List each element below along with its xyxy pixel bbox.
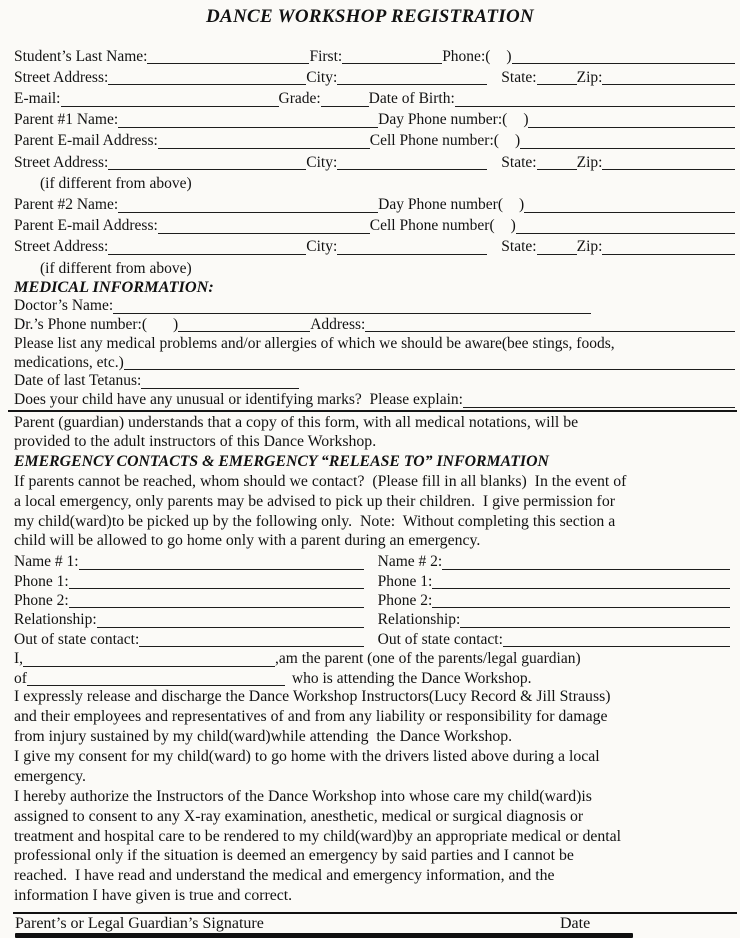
label-student-city: City: bbox=[306, 68, 338, 86]
label-parent2-city: City: bbox=[306, 238, 338, 256]
label-student-state: State: bbox=[501, 68, 537, 86]
contact2-name-cell bbox=[364, 549, 735, 570]
label-contact1-phone1: Phone 1: bbox=[14, 572, 69, 590]
label-contact2-relationship: Relationship: bbox=[377, 611, 461, 629]
label-contact2-phone1: Phone 1: bbox=[377, 572, 433, 590]
blank-contact2-out-of-state bbox=[503, 644, 730, 647]
row-parent2-address bbox=[0, 235, 740, 256]
label-student-dob: Date of Birth: bbox=[368, 90, 455, 108]
blank-contact1-phone2 bbox=[69, 605, 364, 608]
row-student-email bbox=[0, 86, 740, 107]
label-parent2-day-phone: Day Phone number( bbox=[378, 196, 504, 213]
blank-declaration-parent-name bbox=[23, 664, 275, 667]
row-allergies-2 bbox=[0, 352, 740, 371]
contact1-phone1-cell bbox=[14, 574, 364, 591]
label-declaration-of: of bbox=[14, 669, 27, 687]
blank-parent2-email bbox=[158, 231, 370, 234]
contact2-phone2-cell bbox=[364, 588, 735, 609]
label-parent2-zip: Zip: bbox=[576, 238, 603, 256]
blank-parent2-day-phone bbox=[524, 210, 735, 213]
contact1-relationship-cell bbox=[14, 612, 364, 629]
blank-doctor-name bbox=[113, 311, 591, 314]
blank-parent1-day-phone bbox=[528, 125, 735, 128]
label-contact2-phone2: Phone 2: bbox=[377, 591, 433, 609]
row-parent1-address bbox=[0, 150, 740, 171]
blank-parent2-street bbox=[108, 252, 306, 255]
blank-allergies bbox=[124, 367, 735, 370]
close-paren: ) bbox=[510, 217, 516, 235]
blank-student-city bbox=[337, 82, 487, 85]
label-student-street: Street Address: bbox=[14, 68, 109, 86]
row-contact-names bbox=[0, 551, 740, 570]
row-identifying-marks bbox=[0, 390, 740, 409]
label-parent1-zip: Zip: bbox=[576, 153, 603, 171]
label-parent1-city: City: bbox=[306, 153, 338, 171]
contact2-relationship-cell bbox=[364, 608, 735, 629]
notice-line-1: Parent (guardian) understands that a copy of this form, with all medical notations, will be bbox=[14, 413, 579, 431]
close-paren: ) bbox=[506, 47, 512, 65]
blank-parent1-email bbox=[158, 146, 370, 149]
row-allergies-1 bbox=[0, 333, 740, 352]
blank-tetanus bbox=[141, 386, 299, 389]
row-parent2-email bbox=[0, 214, 740, 235]
close-paren: ) bbox=[173, 315, 179, 333]
blank-parent1-city bbox=[337, 167, 487, 170]
label-contact2-out-of-state: Out of state contact: bbox=[377, 630, 503, 648]
medical-heading-row bbox=[0, 277, 740, 296]
emergency-heading: EMERGENCY CONTACTS & EMERGENCY “RELEASE TO” INFORMATION bbox=[14, 453, 549, 471]
blank-contact1-out-of-state bbox=[139, 644, 363, 647]
label-student-first: First: bbox=[309, 47, 343, 65]
row-doctor-phone bbox=[0, 315, 740, 334]
label-parent1-state: State: bbox=[501, 153, 537, 171]
contact1-out-of-state-cell bbox=[14, 632, 364, 649]
label-declaration-am-parent: ,am the parent (one of the parents/legal guardian) bbox=[275, 650, 581, 668]
contact1-name-cell bbox=[14, 554, 364, 571]
label-parent2-name: Parent #2 Name: bbox=[14, 196, 119, 213]
release-para3-line-1: I hereby authorize the Instructors of the Dance Workshop into whose care my child(ward)is bbox=[14, 787, 592, 805]
label-student-email: E-mail: bbox=[14, 90, 61, 108]
release-para3-line-6: information I have given is true and correct. bbox=[14, 887, 293, 905]
blank-parent2-state bbox=[537, 252, 577, 255]
blank-student-zip bbox=[602, 82, 735, 85]
label-parent1-day-phone: Day Phone number:( bbox=[378, 111, 508, 129]
date-label: Date bbox=[560, 915, 591, 933]
notice-line-2: provided to the adult instructors of this Dance Workshop. bbox=[14, 433, 377, 451]
label-parent1-street: Street Address: bbox=[14, 153, 109, 171]
label-tetanus: Date of last Tetanus: bbox=[14, 372, 142, 390]
row-doctor-name bbox=[0, 296, 740, 315]
close-paren: ) bbox=[514, 132, 521, 150]
label-parent1-name: Parent #1 Name: bbox=[14, 111, 119, 129]
row-contact-relationship bbox=[0, 609, 740, 628]
signature-label: Parent’s or Legal Guardian’s Signature bbox=[15, 915, 264, 933]
blank-parent1-state bbox=[537, 167, 577, 170]
blank-student-phone bbox=[512, 61, 735, 64]
blank-parent1-name bbox=[118, 125, 378, 128]
release-para1-line-2: and their employees and representatives of and from any liability or responsibility for damage bbox=[14, 708, 608, 726]
contact1-phone2-cell bbox=[14, 593, 364, 610]
close-paren: ) bbox=[519, 196, 525, 213]
label-student-grade: Grade: bbox=[278, 90, 321, 108]
emergency-para-line-4: child will be allowed to go home only with a parent during an emergency. bbox=[14, 532, 481, 550]
label-if-different: (if different from above) bbox=[40, 259, 192, 277]
row-contact-phone2 bbox=[0, 590, 740, 609]
label-dr-phone: Dr.’s Phone number:( bbox=[14, 315, 148, 333]
release-para2-line-2: emergency. bbox=[14, 767, 86, 785]
close-paren: ) bbox=[523, 111, 529, 129]
row-student-name bbox=[0, 44, 740, 65]
blank-declaration-child-name bbox=[27, 683, 285, 686]
blank-student-grade bbox=[321, 104, 369, 107]
blank-student-last-name bbox=[147, 61, 309, 64]
release-para3-line-2: assigned to consent to any X-ray examination, anesthetic, medical or surgical diagnosis or bbox=[14, 807, 584, 825]
release-para3-line-3: treatment and hospital care to be rendered to my child(ward)by an appropriate medical or dental bbox=[14, 827, 622, 845]
label-parent2-street: Street Address: bbox=[14, 238, 109, 256]
label-dr-address: Address: bbox=[310, 315, 366, 333]
blank-contact1-phone1 bbox=[69, 586, 364, 589]
label-parent1-cell-phone: Cell Phone number:( bbox=[369, 132, 499, 150]
row-student-address bbox=[0, 65, 740, 86]
blank-student-first bbox=[342, 61, 442, 64]
label-contact1-name: Name # 1: bbox=[14, 553, 79, 571]
label-allergies-line2: medications, etc.) bbox=[14, 353, 124, 371]
blank-parent2-cell-phone bbox=[516, 231, 735, 234]
label-if-different: (if different from above) bbox=[40, 174, 192, 192]
release-para2-line-1: I give my consent for my child(ward) to go home with the drivers listed above during a local bbox=[14, 748, 600, 766]
label-parent2-cell-phone: Cell Phone number( bbox=[369, 217, 495, 235]
row-tetanus bbox=[0, 371, 740, 390]
label-parent2-email: Parent E-mail Address: bbox=[14, 217, 158, 235]
label-contact2-name: Name # 2: bbox=[377, 553, 443, 571]
row-contact-phone1 bbox=[0, 571, 740, 590]
label-student-zip: Zip: bbox=[576, 68, 603, 86]
row-parent1-email bbox=[0, 129, 740, 150]
note-parent1-if-different bbox=[0, 171, 740, 192]
row-parent2-name bbox=[0, 192, 740, 213]
blank-parent2-zip bbox=[602, 252, 735, 255]
blank-student-dob bbox=[455, 104, 735, 107]
contact2-phone1-cell bbox=[364, 569, 735, 590]
form-title: DANCE WORKSHOP REGISTRATION bbox=[205, 6, 535, 27]
note-parent2-if-different bbox=[0, 256, 740, 277]
label-doctor-name: Doctor’s Name: bbox=[14, 297, 114, 315]
row-declaration-i bbox=[0, 648, 740, 668]
blank-dr-address bbox=[365, 329, 735, 332]
label-parent2-state: State: bbox=[501, 238, 537, 256]
blank-contact1-name bbox=[79, 567, 364, 570]
emergency-para-line-3: my child(ward)to be picked up by the following only. Note: Without completing this section a bbox=[14, 512, 616, 530]
release-para3-line-4: professional only if the situation is deemed an emergency by said parties and I cannot be bbox=[14, 847, 574, 865]
blank-parent1-cell-phone bbox=[520, 146, 735, 149]
label-identifying-marks: Does your child have any unusual or identifying marks? Please explain: bbox=[14, 391, 463, 409]
row-declaration-of bbox=[0, 668, 740, 688]
blank-student-email bbox=[61, 104, 279, 107]
row-parent1-name bbox=[0, 108, 740, 129]
label-student-last-name: Student’s Last Name: bbox=[14, 47, 148, 65]
label-declaration-attending: who is attending the Dance Workshop. bbox=[291, 669, 532, 687]
release-para3-line-5: reached. I have read and understand the medical and emergency information, and the bbox=[14, 867, 555, 885]
emergency-para-line-2: a local emergency, only parents may be advised to pick up their children. I give permission for bbox=[14, 492, 615, 510]
blank-parent2-city bbox=[337, 252, 487, 255]
blank-dr-phone bbox=[178, 329, 310, 332]
blank-identifying-marks bbox=[463, 405, 735, 408]
blank-student-street bbox=[108, 82, 306, 85]
contact2-out-of-state-cell bbox=[364, 627, 735, 648]
label-student-phone: Phone:( bbox=[442, 47, 491, 65]
label-contact1-relationship: Relationship: bbox=[14, 611, 97, 629]
blank-student-state bbox=[537, 82, 577, 85]
label-contact1-out-of-state: Out of state contact: bbox=[14, 630, 140, 648]
label-declaration-i: I, bbox=[14, 650, 24, 668]
medical-heading: MEDICAL INFORMATION: bbox=[14, 276, 214, 296]
text-allergies-line1: Please list any medical problems and/or allergies of which we should be aware(bee stings, foods, bbox=[14, 334, 615, 352]
blank-parent2-name bbox=[118, 210, 378, 213]
release-para1-line-3: from injury sustained by my child(ward)while attending the Dance Workshop. bbox=[14, 728, 513, 746]
row-contact-out-of-state bbox=[0, 629, 740, 648]
scan-edge-bar bbox=[15, 933, 633, 938]
blank-parent1-street bbox=[108, 167, 306, 170]
blank-parent1-zip bbox=[602, 167, 735, 170]
label-contact1-phone2: Phone 2: bbox=[14, 591, 69, 609]
emergency-para-line-1: If parents cannot be reached, whom should we contact? (Please fill in all blanks) In the event of bbox=[14, 473, 627, 491]
label-parent1-email: Parent E-mail Address: bbox=[14, 132, 158, 150]
section-divider bbox=[8, 410, 737, 412]
blank-contact1-relationship bbox=[97, 625, 364, 628]
release-para1-line-1: I expressly release and discharge the Dance Workshop Instructors(Lucy Record & Jill Strauss) bbox=[14, 688, 611, 706]
